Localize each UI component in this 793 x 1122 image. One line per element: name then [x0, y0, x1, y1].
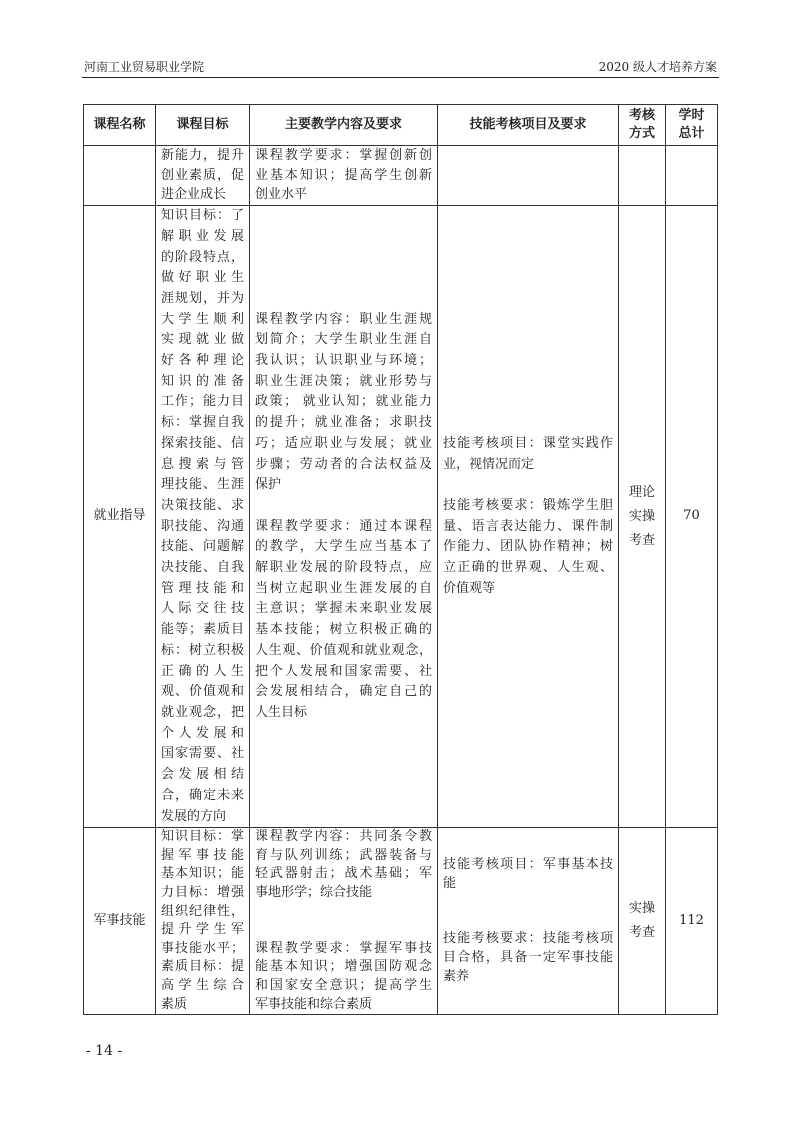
assessment-line: 考查 — [628, 925, 655, 941]
cell-text-line: 观、价值观和 — [161, 684, 244, 700]
cell-text-line: 会发展相结 — [161, 767, 244, 783]
cell-text-line: 组织纪律性， — [161, 903, 244, 919]
cell-text-line: 基本技能；树立积极正确的 — [255, 622, 432, 638]
cell-text-line: 正确的人生 — [161, 663, 244, 679]
cell-text-line: 课程教学要求：通过本课程 — [255, 518, 432, 534]
course-table — [83, 104, 718, 1015]
cell-text-line: 进企业成长 — [161, 187, 227, 203]
cell-text-line: 政策； 就业认知；就业能力 — [255, 394, 432, 410]
table-row — [84, 146, 718, 206]
cell-text-line: 国家需要、社 — [161, 746, 244, 762]
cell-text-line: 提升学生军 — [161, 922, 244, 938]
column-header-total-hours: 学时总计 — [666, 105, 718, 146]
cell-assessment-method — [619, 828, 666, 1015]
cell-skill-assessment — [438, 206, 619, 828]
cell-text-line: 涯规划，并为 — [161, 290, 244, 306]
cell-text-line: 实现就业做 — [161, 332, 244, 348]
cell-text-line: 课程教学内容：职业生涯规 — [255, 311, 432, 327]
cell-text-line: 决技能、自我 — [161, 560, 244, 576]
cell-text-line: 理技能、生涯 — [161, 477, 244, 493]
cell-text-line: 保护 — [255, 477, 282, 493]
cell-assessment-method — [619, 146, 666, 206]
paragraph-gap — [443, 893, 613, 912]
cell-text-line: 能 — [443, 875, 457, 891]
cell-text-line: 巧；适应职业与发展；就业 — [255, 435, 432, 451]
cell-text-line: 知识目标：了 — [161, 208, 244, 224]
cell-text-line: 划简介；大学生职业生涯自 — [255, 332, 432, 348]
cell-text-line: 素质 — [161, 996, 188, 1012]
cell-text-line: 作能力、团队协作精神；树 — [443, 539, 613, 555]
cell-course-goal — [156, 206, 250, 828]
paragraph-gap — [255, 496, 432, 517]
cell-text-line: 我认识；认识职业与环境； — [255, 353, 432, 369]
cell-text-line: 大学生顺利 — [161, 311, 244, 327]
cell-text-line: 事技能水平； — [161, 940, 244, 956]
column-header-assessment-method: 考核方式 — [619, 105, 666, 146]
cell-text-line: 业，视情况而定 — [443, 456, 535, 472]
cell-text-line: 课程教学要求：掌握军事技 — [255, 940, 432, 956]
cell-text-line: 人生观、价值观和就业观念， — [255, 642, 432, 658]
cell-course-name: 就业指导 — [84, 206, 156, 828]
cell-text-line: 力目标：增强 — [161, 884, 244, 900]
cell-text-line: 创业水平 — [255, 187, 308, 203]
cell-text-line: 职技能、沟通 — [161, 518, 244, 534]
cell-content-requirements — [250, 146, 438, 206]
header-institution: 河南工业贸易职业学院 — [84, 60, 205, 74]
cell-skill-assessment — [438, 146, 619, 206]
table-row — [84, 206, 718, 828]
cell-skill-assessment — [438, 828, 619, 1015]
cell-text-line: 素质目标：提 — [161, 959, 244, 975]
cell-content-requirements — [250, 206, 438, 828]
cell-text-line: 基本知识；能 — [161, 866, 244, 882]
cell-text-line: 标：树立积极 — [161, 642, 244, 658]
cell-text-line: 工作；能力目 — [161, 394, 244, 410]
assessment-line: 实操 — [628, 901, 655, 917]
cell-text-line: 课程教学要求：掌握创新创 — [255, 148, 432, 163]
cell-text-line: 人际交往技 — [161, 601, 244, 617]
cell-text-line: 技能考核要求：技能考核项 — [443, 931, 613, 947]
cell-text-line: 高学生综合 — [161, 977, 244, 993]
cell-text-line: 解职业发展的阶段特点，应 — [255, 560, 432, 576]
cell-text-line: 决策技能、求 — [161, 497, 244, 513]
cell-text-line: 课程教学内容：共同条令教 — [255, 829, 432, 845]
cell-assessment-method — [619, 206, 666, 828]
header-doc-title: 2020 级人才培养方案 — [598, 60, 717, 74]
cell-text-line: 能等；素质目 — [161, 622, 244, 638]
cell-course-name: 军事技能 — [84, 828, 156, 1015]
cell-text-line: 创业素质，促 — [161, 167, 244, 183]
cell-text-line: 业基本知识；提高学生创新 — [255, 167, 432, 183]
cell-course-goal — [156, 146, 250, 206]
cell-text-line: 目合格，具备一定军事技能 — [443, 950, 613, 966]
cell-text-line: 解职业发展 — [161, 228, 244, 244]
column-header-skill-assessment: 技能考核项目及要求 — [438, 105, 619, 146]
paragraph-gap — [255, 921, 432, 940]
cell-course-goal — [156, 828, 250, 1015]
cell-text-line: 育与队列训练；武器装备与 — [255, 847, 432, 863]
column-header-content-requirements: 主要教学内容及要求 — [250, 105, 438, 146]
cell-text-line: 技能考核要求：锻炼学生胆 — [443, 497, 613, 513]
cell-text-line: 价值观等 — [443, 580, 496, 596]
cell-text-line: 和国家安全意识；提高学生 — [255, 977, 432, 993]
assessment-line: 理论 — [628, 484, 655, 500]
cell-text-line: 合，确定未来 — [161, 787, 244, 803]
cell-text-line: 管理技能和 — [161, 580, 244, 596]
cell-text-line: 的教学，大学生应当基本了 — [255, 539, 432, 555]
cell-content-requirements — [250, 828, 438, 1015]
cell-text-line: 知识的准备 — [161, 373, 244, 389]
cell-total-hours: 112 — [666, 828, 718, 1015]
cell-text-line: 素养 — [443, 968, 470, 984]
cell-text-line: 的提升；就业准备；求职技 — [255, 415, 432, 431]
cell-text-line: 军事技能和综合素质 — [255, 996, 373, 1012]
cell-text-line: 技能、问题解 — [161, 539, 244, 555]
paragraph-gap — [255, 903, 432, 922]
cell-text-line: 发展的方向 — [161, 808, 227, 824]
cell-text-line: 的阶段特点， — [161, 249, 244, 265]
cell-text-line: 知识目标：掌 — [161, 829, 244, 845]
cell-text-line: 轻武器射击；战术基础；军 — [255, 866, 432, 882]
header-divider — [82, 77, 719, 78]
table-row — [84, 828, 718, 1015]
cell-text-line: 职业生涯决策；就业形势与 — [255, 373, 432, 389]
table-header-row — [84, 105, 718, 146]
cell-text-line: 会发展相结合，确定自己的 — [255, 684, 432, 700]
cell-text-line: 当树立起职业生涯发展的自 — [255, 580, 432, 596]
cell-text-line: 技能考核项目：课堂实践作 — [443, 435, 613, 451]
cell-text-line: 标：掌握自我 — [161, 415, 244, 431]
cell-text-line: 探索技能、信 — [161, 435, 244, 451]
cell-total-hours — [666, 146, 718, 206]
cell-text-line: 好各种理论 — [161, 353, 244, 369]
cell-course-name — [84, 146, 156, 206]
page-number: - 14 - — [86, 1043, 123, 1059]
cell-text-line: 技能考核项目：军事基本技 — [443, 857, 613, 873]
cell-text-line: 做好职业生 — [161, 270, 244, 286]
cell-text-line: 息搜索与管 — [161, 456, 244, 472]
paragraph-gap — [443, 475, 613, 496]
assessment-line: 实操 — [628, 508, 655, 524]
assessment-line: 考查 — [628, 532, 655, 548]
column-header-course-name: 课程名称 — [84, 105, 156, 146]
cell-text-line: 个人发展和 — [161, 725, 244, 741]
cell-text-line: 新能力，提升 — [161, 148, 244, 163]
cell-text-line: 把个人发展和国家需要、社 — [255, 663, 432, 679]
cell-text-line: 就业观念，把 — [161, 704, 244, 720]
cell-text-line: 人生目标 — [255, 704, 308, 720]
cell-total-hours: 70 — [666, 206, 718, 828]
cell-text-line: 能基本知识；增强国防观念 — [255, 959, 432, 975]
cell-text-line: 握军事技能 — [161, 847, 244, 863]
cell-text-line: 主意识；掌握未来职业发展 — [255, 601, 432, 617]
cell-text-line: 事地形学；综合技能 — [255, 884, 373, 900]
cell-text-line: 立正确的世界观、人生观、 — [443, 560, 613, 576]
cell-text-line: 步骤；劳动者的合法权益及 — [255, 456, 432, 472]
column-header-course-goal: 课程目标 — [156, 105, 250, 146]
cell-text-line: 量、语言表达能力、课件制 — [443, 518, 613, 534]
paragraph-gap — [443, 912, 613, 931]
